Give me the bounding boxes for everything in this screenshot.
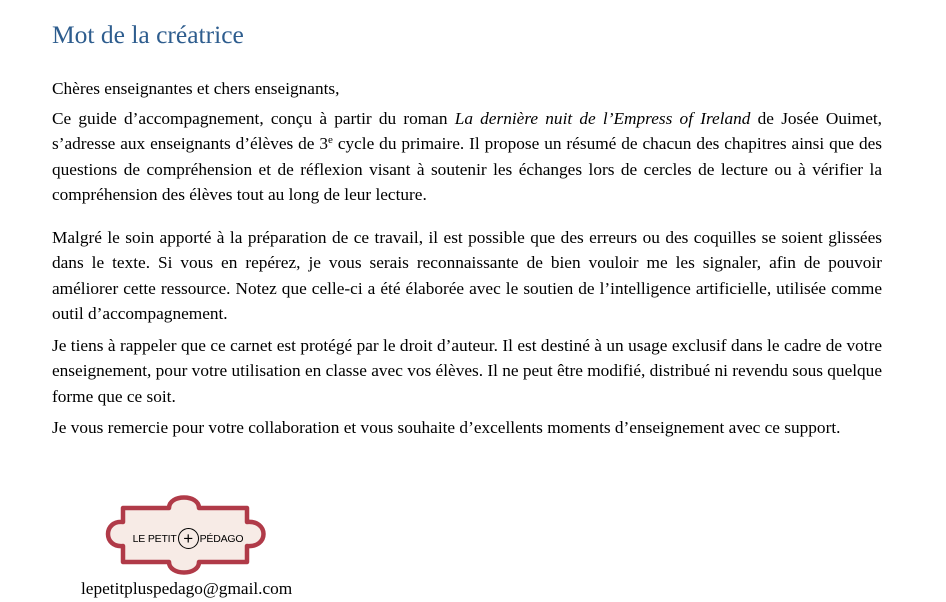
puzzle-logo: [103, 490, 273, 580]
paragraph-intro: [52, 106, 882, 208]
letter-body: [52, 76, 882, 441]
cycle-superscript: e: [328, 134, 333, 146]
page-title: Mot de la créatrice: [52, 20, 244, 49]
plus-circle-icon: +: [178, 528, 199, 549]
logo-text-right: PÉDAGO: [199, 532, 244, 545]
intro-text-start: Ce guide d’accompagnement, conçu à partir du roman: [52, 108, 455, 128]
paragraph-errors: Malgré le soin apporté à la préparation de ce travail, il est possible que des erreurs ou des coquilles se soient glissées dans le texte. Si vous en repérez, je vous serais reconnaissante de bien vouloir me les signaler, afin de pouvoir améliorer cette ressource. Notez que celle-ci a été élaborée avec le soutien de l’intelligence artificielle, utilisée comme outil d’accompagnement.: [52, 227, 882, 323]
paragraph-copyright: Je tiens à rappeler que ce carnet est protégé par le droit d’auteur. Il est destiné à un usage exclusif dans le cadre de votre enseignement, pour votre utilisation en classe avec vos élèves. Il ne peut être modifié, distribué ni revendu sous quelque forme que ce soit.: [52, 335, 882, 406]
paragraph-thanks: Je vous remercie pour votre collaboration et vous souhaite d’excellents moments d’enseignement avec ce support.: [52, 418, 841, 437]
book-title: La dernière nuit de l’Empress of Ireland: [454, 108, 751, 128]
logo-text-left: LE PETIT: [132, 532, 177, 545]
contact-email: lepetitpluspedago@gmail.com: [81, 579, 293, 598]
greeting: Chères enseignantes et chers enseignants,: [52, 79, 340, 98]
intro-text-middle: de Josée Ouimet, s’adresse aux enseignants d’élèves de 3: [52, 108, 882, 153]
logo-wordmark: [103, 528, 273, 549]
intro-text-end: cycle du primaire. Il propose un résumé de chacun des chapitres ainsi que des questions de compréhension et de réflexion visant à soutenir les échanges lors de cercles de lecture ou à vérifier la compréhension des élèves tout au long de leur lecture.: [52, 134, 883, 204]
